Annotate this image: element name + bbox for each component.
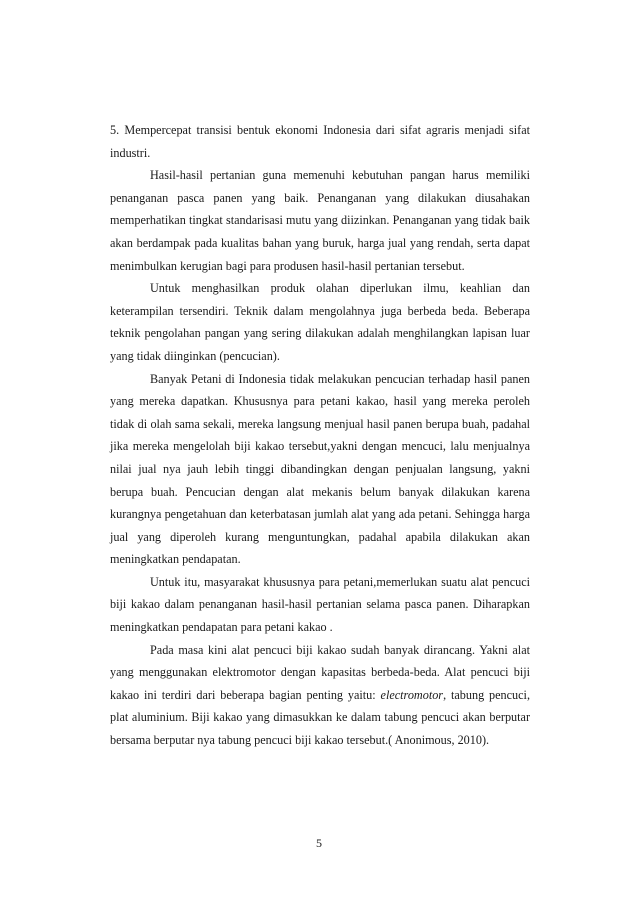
body-text xyxy=(110,119,530,752)
paragraph-farmers: Banyak Petani di Indonesia tidak melakukan pencucian terhadap hasil panen yang mereka dapatkan. Khususnya para petani kakao, hasil yang mereka peroleh tidak di olah sama sekali, mereka langsung menjual hasil panen berupa buah, padahal jika mereka mengelolah biji kakao tersebut,yakni dengan mencuci, lalu menjualnya nilai jual nya jauh lebih tinggi dibandingkan dengan penjualan langsung, yakni berupa buah. Pencucian dengan alat mekanis belum banyak dilakukan karena kurangnya pengetahuan dan keterbatasan jumlah alat yang ada petani. Sehingga harga jual yang diperoleh kurang menguntungkan, padahal apabila dilakukan akan meningkatkan pendapatan. xyxy=(110,371,530,567)
paragraph-text-after: , tabung pencuci, plat aluminium. Biji kakao yang dimasukkan ke dalam tabung pencuci akan berputar bersama berputar nya tabung pencuci biji kakao tersebut.( Anonimous, 2010). xyxy=(110,687,530,748)
electromotor-term: electromotor xyxy=(380,687,444,702)
paragraph-text-before: Pada masa kini alat pencuci biji kakao sudah banyak dirancang. Yakni alat yang menggunakan elektromotor dengan kapasitas berbeda-beda. Alat pencuci biji kakao ini terdiri dari beberapa bagian penting yaitu: xyxy=(110,642,530,702)
paragraph-post-harvest: Hasil-hasil pertanian guna memenuhi kebutuhan pangan harus memiliki penanganan pasca panen yang baik. Penanganan yang dilakukan diusahakan memperhatikan tingkat standarisasi mutu yang diizinkan. Penanganan yang tidak baik akan berdampak pada kualitas bahan yang buruk, harga jual yang rendah, serta dapat menimbulkan kerugian bagi para produsen hasil-hasil pertanian tersebut. xyxy=(110,168,530,273)
list-item-5: 5. Mempercepat transisi bentuk ekonomi Indonesia dari sifat agraris menjadi sifat industri. xyxy=(110,123,530,160)
page-number: 5 xyxy=(316,836,322,850)
paragraph-washing-tool-design xyxy=(110,639,530,752)
paragraph-processing: Untuk menghasilkan produk olahan diperlukan ilmu, keahlian dan keterampilan tersendiri. Teknik dalam mengolahnya juga berbeda beda. Beberapa teknik pengolahan pangan yang sering dilakukan adalah menghilangkan lapisan luar yang tidak diinginkan (pencucian). xyxy=(110,281,530,363)
paragraph-washing-tool-need: Untuk itu, masyarakat khususnya para petani,memerlukan suatu alat pencuci biji kakao dalam penanganan hasil-hasil pertanian selama pasca panen. Diharapkan meningkatkan pendapatan para petani kakao . xyxy=(110,574,530,635)
